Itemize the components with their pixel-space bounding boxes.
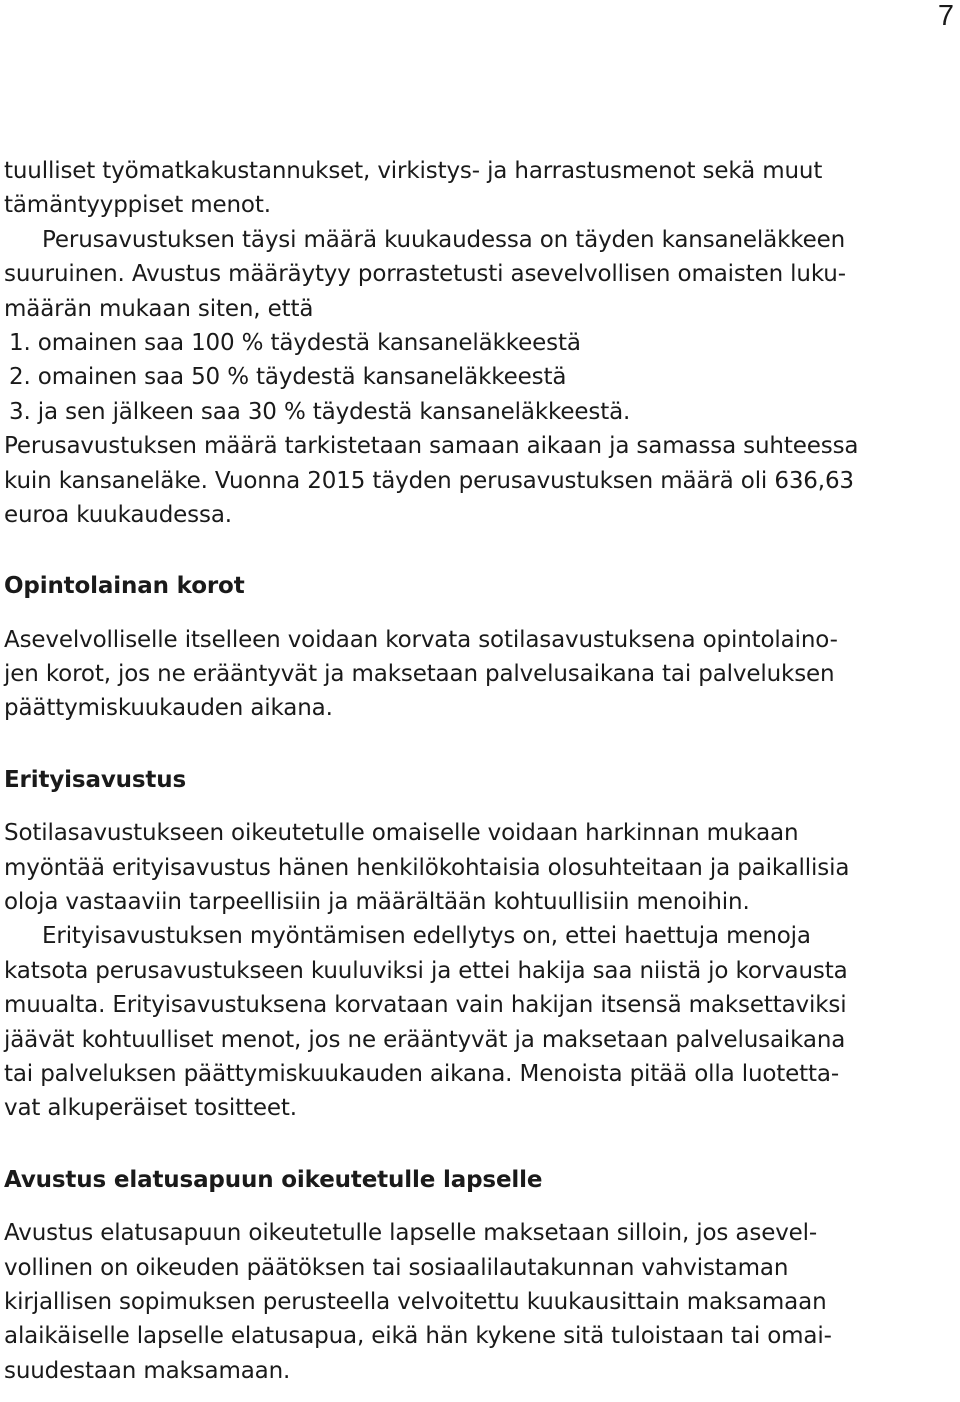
text-line: kuin kansaneläke. Vuonna 2015 täyden perusavustuksen määrä oli 636,63 <box>4 467 854 494</box>
text-line: Perusavustuksen täysi määrä kuukaudessa on täyden kansaneläkkeen <box>42 226 846 253</box>
intro-paragraph-review <box>4 429 956 532</box>
erityisavustus-paragraph-2 <box>4 919 956 1125</box>
intro-paragraph-continued <box>4 154 956 223</box>
text-line: tämäntyyppiset menot. <box>4 192 271 219</box>
text-line: kirjallisen sopimuksen perusteella velvoitettu kuukausittain maksamaan <box>4 1288 827 1315</box>
text-line: vat alkuperäiset tositteet. <box>4 1095 297 1122</box>
text-line: suuruinen. Avustus määräytyy porrastetusti asevelvollisen omaisten luku- <box>4 261 846 288</box>
text-line: Avustus elatusapuun oikeutetulle lapselle maksetaan silloin, jos asevel- <box>4 1220 818 1247</box>
text-line: oloja vastaaviin tarpeellisiin ja määrältään kohtuullisiin menoihin. <box>4 889 750 916</box>
text-line: päättymiskuukauden aikana. <box>4 695 333 722</box>
text-line: Sotilasavustukseen oikeutetulle omaiselle voidaan harkinnan mukaan <box>4 820 799 847</box>
opintolaina-paragraph <box>4 623 956 726</box>
text-line: suudestaan maksamaan. <box>4 1357 291 1384</box>
list-item: 1. omainen saa 100 % täydestä kansaneläkkeestä <box>9 329 581 356</box>
text-line: Erityisavustuksen myöntämisen edellytys on, ettei haettuja menoja <box>42 923 811 950</box>
text-line: muualta. Erityisavustuksena korvataan vain hakijan itsensä maksettaviksi <box>4 992 847 1019</box>
text-line: Asevelvolliselle itselleen voidaan korvata sotilasavustuksena opintolaino- <box>4 626 838 653</box>
text-line: alaikäiselle lapselle elatusapua, eikä hän kykene sitä tuloistaan tai omai- <box>4 1323 832 1350</box>
text-line: myöntää erityisavustus hänen henkilökohtaisia olosuhteitaan ja paikallisia <box>4 854 850 881</box>
intro-paragraph-amount <box>4 223 956 326</box>
text-line: Perusavustuksen määrä tarkistetaan samaan aikaan ja samassa suhteessa <box>4 433 859 460</box>
erityisavustus-paragraph-1 <box>4 816 956 919</box>
text-line: vollinen on oikeuden päätöksen tai sosiaalilautakunnan vahvistaman <box>4 1254 789 1281</box>
text-line: tuulliset työmatkakustannukset, virkistys- ja harrastusmenot sekä muut <box>4 158 823 184</box>
page-body <box>4 154 956 1388</box>
list-item: 3. ja sen jälkeen saa 30 % täydestä kansaneläkkeestä. <box>9 398 631 425</box>
text-line: jäävät kohtuulliset menot, jos ne erääntyvät ja maksetaan palvelusaikana <box>4 1026 846 1053</box>
percentage-list <box>4 326 956 429</box>
section-heading-opintolaina: Opintolainan korot <box>4 573 245 600</box>
page-number: 7 <box>937 0 954 32</box>
text-line: katsota perusavustukseen kuuluviksi ja ettei hakija saa niistä jo korvausta <box>4 957 848 984</box>
text-line: määrän mukaan siten, että <box>4 295 314 322</box>
elatusapu-paragraph <box>4 1216 956 1388</box>
section-heading-erityisavustus: Erityisavustus <box>4 766 187 793</box>
text-line: jen korot, jos ne erääntyvät ja maksetaan palvelusaikana tai palveluksen <box>4 661 835 688</box>
text-line: tai palveluksen päättymiskuukauden aikana. Menoista pitää olla luotetta- <box>4 1060 840 1087</box>
list-item: 2. omainen saa 50 % täydestä kansaneläkkeestä <box>9 364 567 391</box>
section-heading-elatusapu: Avustus elatusapuun oikeutetulle lapselle <box>4 1166 543 1193</box>
text-line: euroa kuukaudessa. <box>4 501 232 528</box>
